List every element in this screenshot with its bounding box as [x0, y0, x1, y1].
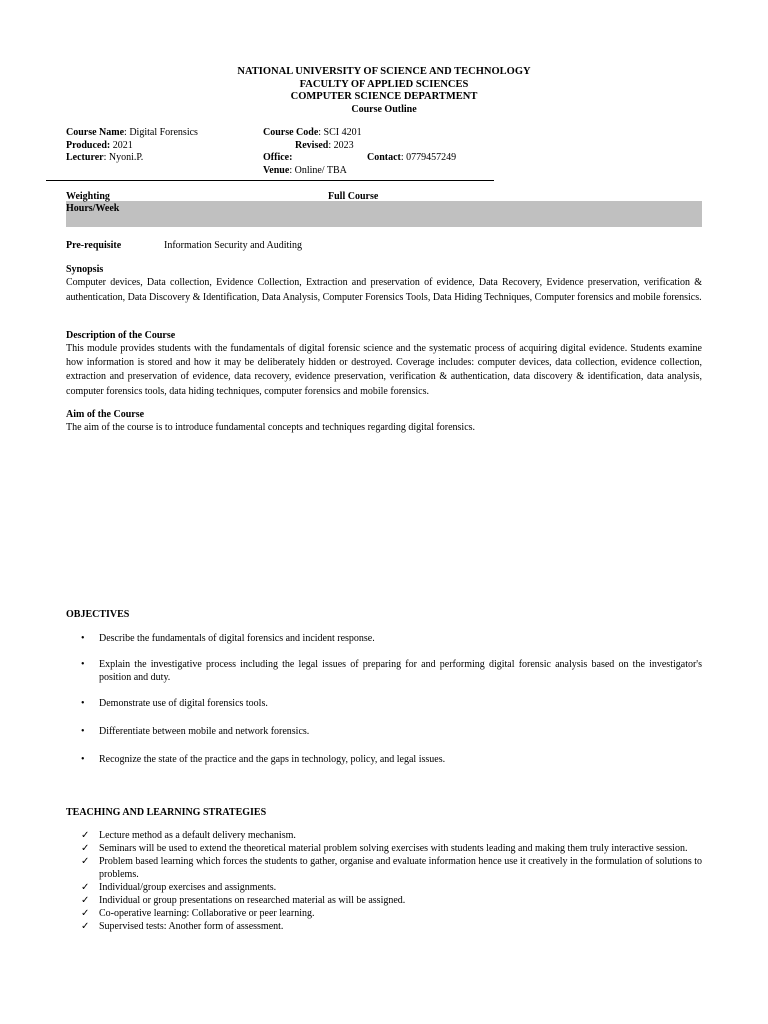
list-item: • Demonstrate use of digital forensics tools.: [81, 698, 268, 709]
weighting-value: Full Course: [328, 191, 379, 202]
teaching-heading: TEACHING AND LEARNING STRATEGIES: [66, 807, 267, 818]
objectives-list: [66, 632, 702, 766]
bullet-icon: •: [81, 633, 85, 644]
divider-line: [46, 180, 494, 181]
produced-field: Produced: 2021: [66, 139, 133, 151]
prerequisite-value: Information Security and Auditing: [164, 240, 303, 251]
revised-field: Revised: 2023: [295, 139, 354, 151]
checkmark-icon: ✓: [81, 843, 90, 854]
prerequisite-row: [66, 239, 702, 252]
list-item: ✓ Individual/group exercises and assignments.: [81, 882, 277, 893]
checkmark-icon: ✓: [81, 882, 90, 893]
document-type: Course Outline: [351, 103, 417, 115]
synopsis-section: [66, 263, 702, 305]
university-name: NATIONAL UNIVERSITY OF SCIENCE AND TECHNOLOGY: [237, 66, 531, 77]
venue-field: Venue: Online/ TBA: [263, 164, 347, 176]
hours-week-label: Hours/Week: [66, 203, 120, 214]
hours-shaded-row: [66, 201, 702, 227]
aim-heading: Aim of the Course: [66, 409, 145, 420]
checkmark-icon: ✓: [81, 830, 90, 841]
department-name: COMPUTER SCIENCE DEPARTMENT: [290, 91, 478, 102]
bullet-icon: •: [81, 659, 85, 670]
list-item: ✓ Problem based learning which forces the students to gather, organise and evaluate information hence use it creatively in the formulation of solutions to problems.: [81, 856, 702, 880]
prerequisite-label: Pre-requisite: [66, 240, 122, 251]
checkmark-icon: ✓: [81, 908, 90, 919]
synopsis-heading: Synopsis: [66, 264, 104, 275]
list-item: ✓ Seminars will be used to extend the theoretical material problem solving exercises with students leading and making them truly interactive session.: [81, 843, 688, 854]
list-item: ✓ Supervised tests: Another form of assessment.: [81, 921, 284, 932]
description-section: [66, 329, 702, 399]
bullet-icon: •: [81, 726, 85, 737]
list-item: ✓ Lecture method as a default delivery mechanism.: [81, 830, 296, 841]
contact-field: Contact: 0779457249: [367, 152, 457, 163]
office-field: Office:: [263, 152, 293, 163]
synopsis-text: Computer devices, Data collection, Evidence Collection, Extraction and preservation of evidence, Data Recovery, Evidence preservation, verification & authentication, Data Discovery & Identification, Data Analysis, Computer Forensics Tools, Data Hiding Techniques, Computer forensics and mobile forensics.: [66, 277, 702, 303]
aim-text: The aim of the course is to introduce fundamental concepts and techniques regarding digital forensics.: [66, 422, 476, 433]
checkmark-icon: ✓: [81, 856, 90, 867]
objectives-heading: OBJECTIVES: [66, 609, 130, 620]
aim-section: [66, 408, 702, 434]
course-name-field: Course Name: Digital Forensics: [66, 127, 198, 138]
lecturer-field: Lecturer: Nyoni.P.: [66, 152, 144, 163]
teaching-list: [66, 829, 702, 933]
description-text: This module provides students with the fundamentals of digital forensic science and the systematic process of acquiring digital evidence. Students examine how information is stored and how it may be deliberately hidden or destroyed. Coverage includes: computer devices, data collection, evidence collection, extraction and preservation of evidence, data recovery, evidence preservation, verification & authentication, data discovery & identification, data analysis, computer forensics tools, data hiding techniques, computer forensics and mobile forensics.: [66, 343, 702, 397]
checkmark-icon: ✓: [81, 921, 90, 932]
bullet-icon: •: [81, 754, 85, 765]
description-heading: Description of the Course: [66, 330, 176, 341]
list-item: • Explain the investigative process including the legal issues of preparing for and performing digital forensic analysis based on the investigator's position and duty.: [81, 659, 702, 683]
document-header: [0, 66, 768, 116]
list-item: • Differentiate between mobile and network forensics.: [81, 726, 310, 737]
list-item: ✓ Individual or group presentations on researched material as will be assigned.: [81, 895, 406, 906]
checkmark-icon: ✓: [81, 895, 90, 906]
faculty-name: FACULTY OF APPLIED SCIENCES: [299, 78, 469, 90]
weighting-label: Weighting: [66, 191, 110, 202]
list-item: • Describe the fundamentals of digital forensics and incident response.: [81, 633, 375, 644]
bullet-icon: •: [81, 698, 85, 709]
list-item: ✓ Co-operative learning: Collaborative or peer learning.: [81, 908, 315, 919]
list-item: • Recognize the state of the practice and the gaps in technology, policy, and legal issues.: [81, 754, 446, 765]
course-code-field: Course Code: SCI 4201: [263, 127, 362, 138]
course-info: [66, 126, 506, 176]
